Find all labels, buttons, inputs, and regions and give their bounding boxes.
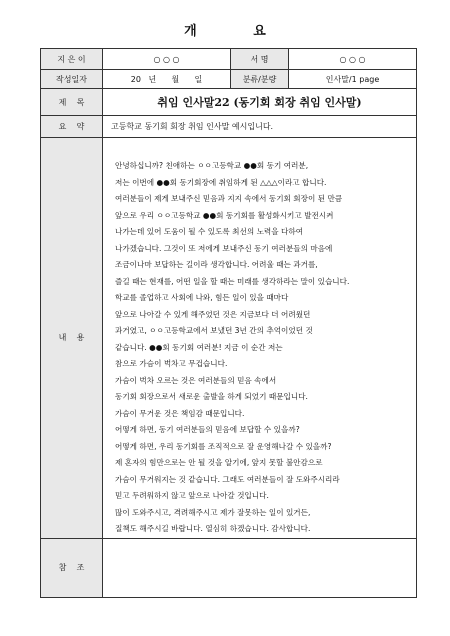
content-line: 가슴이 무거워지는 것 같습니다. 그래도 여러분들이 잘 도와주시리라 [115, 474, 340, 484]
category-label: 분류/분량 [231, 70, 289, 89]
date-label: 작성일자 [41, 70, 103, 89]
content-line: 질책도 해주시길 바랍니다. 열심히 하겠습니다. 감사합니다. [115, 524, 311, 533]
summary-label: 요 약 [41, 116, 103, 138]
content-line: 많이 도와주시고, 격려해주시고 제가 잘못하는 일이 있거든, [115, 507, 311, 517]
content-label: 내 용 [41, 138, 103, 539]
content-line: 조금이나마 보답하는 길이라 생각합니다. 어려울 때는 과거를, [115, 260, 318, 269]
category-value: 인사말/1 page [289, 70, 417, 89]
content-line: 나가는데 있어 도움이 될 수 있도록 최선의 노력을 다하여 [115, 227, 304, 236]
content-line: 믿고 두려워하지 않고 앞으로 나아갈 것입니다. [115, 491, 269, 500]
content-line: 같습니다. ●●회 동기회 여러분! 지금 이 순간 저는 [115, 342, 283, 352]
narrator-label: 서 명 [231, 49, 289, 70]
reference-value [103, 538, 417, 597]
subject-value: 취임 인사말22 (동기회 회장 취임 인사말) [103, 89, 417, 116]
summary-table [40, 48, 417, 598]
content-body [103, 138, 416, 538]
content-line: 나가겠습니다. 그것이 또 저에게 보내주신 동기 여러분들의 마음에 [115, 243, 333, 253]
date-value: 20 년 월 일 [103, 70, 231, 89]
author-label: 지 은 이 [41, 49, 103, 70]
author-value: ○ ○ ○ [103, 49, 231, 70]
content-line: 안녕하십니까? 친애하는 ㅇㅇ고등학교 ●●회 동기 여러분, [115, 161, 309, 170]
reference-label: 참 조 [41, 538, 103, 597]
subject-label: 제 목 [41, 89, 103, 116]
content-line: 앞으로 우리 ㅇㅇ고등학교 ●●회 동기회를 활성화시키고 발전시켜 [115, 210, 334, 220]
content-line: 어떻게 하면, 동기 여러분들의 믿음에 보답할 수 있을까? [115, 425, 300, 434]
content-line: 가슴이 벅차 오르는 것은 여러분들의 믿음 속에서 [115, 375, 277, 385]
content-line: 동기회 회장으로서 새로운 출발을 하게 되었기 때문입니다. [115, 392, 308, 401]
summary-value: 고등학교 동기회 회장 취임 인사말 예시입니다. [103, 116, 417, 138]
content-line: 즐길 때는 현재를, 어떤 일을 할 때는 미래를 생각하라는 말이 있습니다. [115, 276, 350, 286]
content-line: 과거였고, ㅇㅇ고등학교에서 보냈던 3년 간의 추억이었던 것 [115, 326, 313, 335]
content-line: 제 혼자의 힘만으로는 안 될 것을 알기에, 앞지 못할 불안감으로 [115, 458, 323, 467]
content-line: 여러분들이 제게 보내주신 믿음과 지지 속에서 동기회 회장이 된 만큼 [115, 194, 343, 203]
content-line: 가슴이 무거운 것은 책임감 때문입니다. [115, 408, 245, 418]
narrator-value: ○ ○ ○ [289, 49, 417, 70]
content-line: 학교를 졸업하고 사회에 나와, 힘든 일이 있을 때마다 [115, 293, 289, 302]
content-line: 저는 이번에 ●●회 동기회장에 취임하게 된 △△△이라고 합니다. [115, 177, 327, 187]
document-title: 개 요 [184, 24, 292, 39]
content-line: 참으로 가슴이 벅차고 무겁습니다. [115, 359, 228, 368]
content-cell [103, 138, 417, 539]
content-line: 어떻게 하면, 우리 동기회를 조직적으로 잘 운영해나갈 수 있을까? [115, 441, 332, 451]
content-line: 앞으로 나아갈 수 있게 해주었던 것은 지금보다 더 어려웠던 [115, 309, 311, 319]
